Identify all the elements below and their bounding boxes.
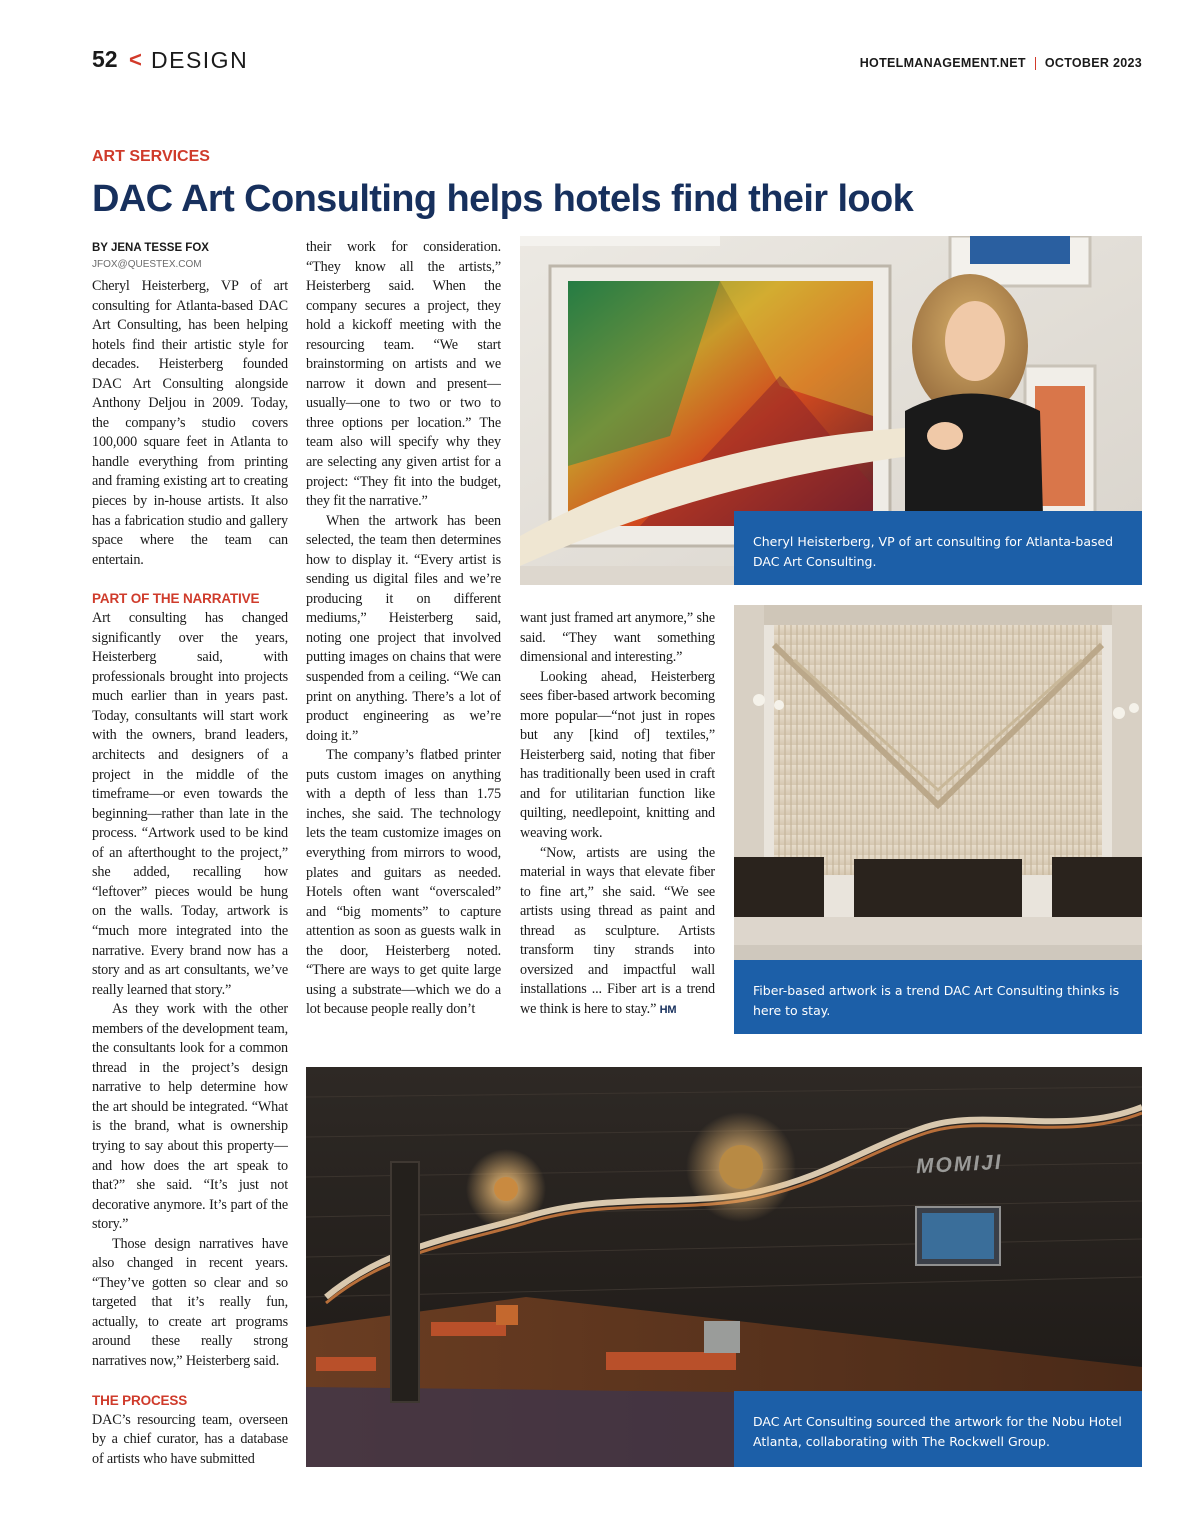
paragraph bbox=[520, 844, 715, 1021]
issue-date: OCTOBER 2023 bbox=[1044, 56, 1142, 70]
article-kicker: ART SERVICES bbox=[92, 148, 210, 165]
momiji-sign: MOMIJI bbox=[915, 1150, 1004, 1179]
paragraph: their work for consideration. “They know all the artists,” Heisterberg said. When the company secures a project, they hold a kickoff meeting with the resourcing team. “We start brainstorming on artists and we narrow it down and present—usually—one to two or two to three options per location.” The team also will specify why they are selecting any given artist for a project: “They fit into the budget, they fit the narrative.” bbox=[306, 239, 501, 510]
paragraph: Cheryl Heisterberg, VP of art consulting for Atlanta-based DAC Art Consulting, has been helping hotels find their artistic style for decades. Heisterberg founded DAC Art Consulting alongside Anthony Deljou in 2009. Today, the company’s studio covers 100,000 square feet in Atlanta to handle everything from printing and framing existing art to creating pieces by in-house artists. It also has a fabrication studio and gallery space where the team can entertain. bbox=[92, 278, 288, 568]
byline: BY JENA TESSE FOX bbox=[92, 242, 209, 254]
paragraph: DAC’s resourcing team, overseen by a chief curator, has a database of artists who have submitted bbox=[92, 1411, 288, 1467]
photo-caption-3: DAC Art Consulting sourced the artwork for the Nobu Hotel Atlanta, collaborating with The Rockwell Group. bbox=[734, 1391, 1142, 1467]
article-column-1 bbox=[92, 277, 288, 1467]
article-column-3 bbox=[520, 609, 715, 1043]
paragraph: When the artwork has been selected, the team then determines how to display it. “Every artist is sending us digital files and we’re producing it on different mediums,” Heisterberg said, noting one project that involved putting images on chains that were suspended from a ceiling. “We can print on anything. There’s a lot of product engineering as we’re doing it.” bbox=[306, 512, 501, 744]
subheading-process: THE PROCESS bbox=[92, 1392, 188, 1408]
paragraph: Those design narratives have also changed in recent years. “They’ve gotten so clear and so targeted that it’s really fun, actually, to create art programs around these really strong narratives now,” Heisterberg said. bbox=[92, 1235, 288, 1369]
running-header bbox=[860, 56, 1142, 70]
paragraph: The company’s flatbed printer puts custom images on anything with a depth of less than 1.75 inches, she said. The technology lets the team customize images on everything from mirrors to wood, plates and guitars as needed. Hotels often want “overscaled” and “big moments” to capture attention as soon as guests walk in the door, Heisterberg noted. “There are ways to get quite large using a substrate—which we do a lot because people really don’t bbox=[306, 747, 501, 1018]
author-email: JFOX@QUESTEX.COM bbox=[92, 259, 202, 270]
page-number: 52 bbox=[92, 46, 118, 72]
paragraph: Art consulting has changed significantly over the years, Heisterberg said, with professionals brought into projects much earlier than in years past. Today, consultants will start work with the owners, brand leaders, architects and designers of a project in the middle of the timeframe—or even towards the beginning—rather than late in the process. “Artwork used to be kind of an afterthought to the project,” she added, recalling how “leftover” pieces would be hung on the walls. Today, artwork is “much more integrated into the narrative. Every brand now has a story and as art consultants, we’ve really learned that story.” bbox=[92, 610, 288, 998]
paragraph-text: “Now, artists are using the material in ways that elevate fiber to fine art,” she said. “We see artists using thread as paint and thread as sculpture. Artists transform tiny strands into oversized and impactful wall installations ... Fiber art is a trend we think is here to stay.” bbox=[520, 844, 715, 1017]
photo-caption-2: Fiber-based artwork is a trend DAC Art Consulting thinks is here to stay. bbox=[734, 960, 1142, 1034]
end-mark: HM bbox=[659, 1003, 677, 1016]
subheading-narrative: PART OF THE NARRATIVE bbox=[92, 591, 260, 607]
photo-caption-1: Cheryl Heisterberg, VP of art consulting for Atlanta-based DAC Art Consulting. bbox=[734, 511, 1142, 585]
site-name: HOTELMANAGEMENT.NET bbox=[859, 56, 1026, 70]
article-column-2 bbox=[306, 238, 501, 1040]
paragraph: Looking ahead, Heisterberg sees fiber-based artwork becoming more popular—“not just in ropes but any [kind of] textiles,” Heisterberg said, noting that fiber has traditionally been used in craft and for utilitarian function like quilting, needlepoint, knitting and weaving work. bbox=[520, 668, 715, 842]
header-divider bbox=[1035, 57, 1036, 70]
section-label: DESIGN bbox=[151, 47, 249, 73]
paragraph: want just framed art anymore,” she said. “They want something dimensional and interesting.” bbox=[520, 610, 715, 666]
article-headline: DAC Art Consulting helps hotels find their look bbox=[92, 178, 914, 220]
paragraph: As they work with the other members of the development team, the consultants look for a common thread in the project’s design narrative to help determine how the art should be integrated. “What is the brand, what is ownership trying to say about this property—and how does the art speak to that?” she said. “It’s just not decorative anymore. It’s part of the story.” bbox=[92, 1001, 288, 1233]
chevron-left-icon: < bbox=[129, 47, 142, 72]
